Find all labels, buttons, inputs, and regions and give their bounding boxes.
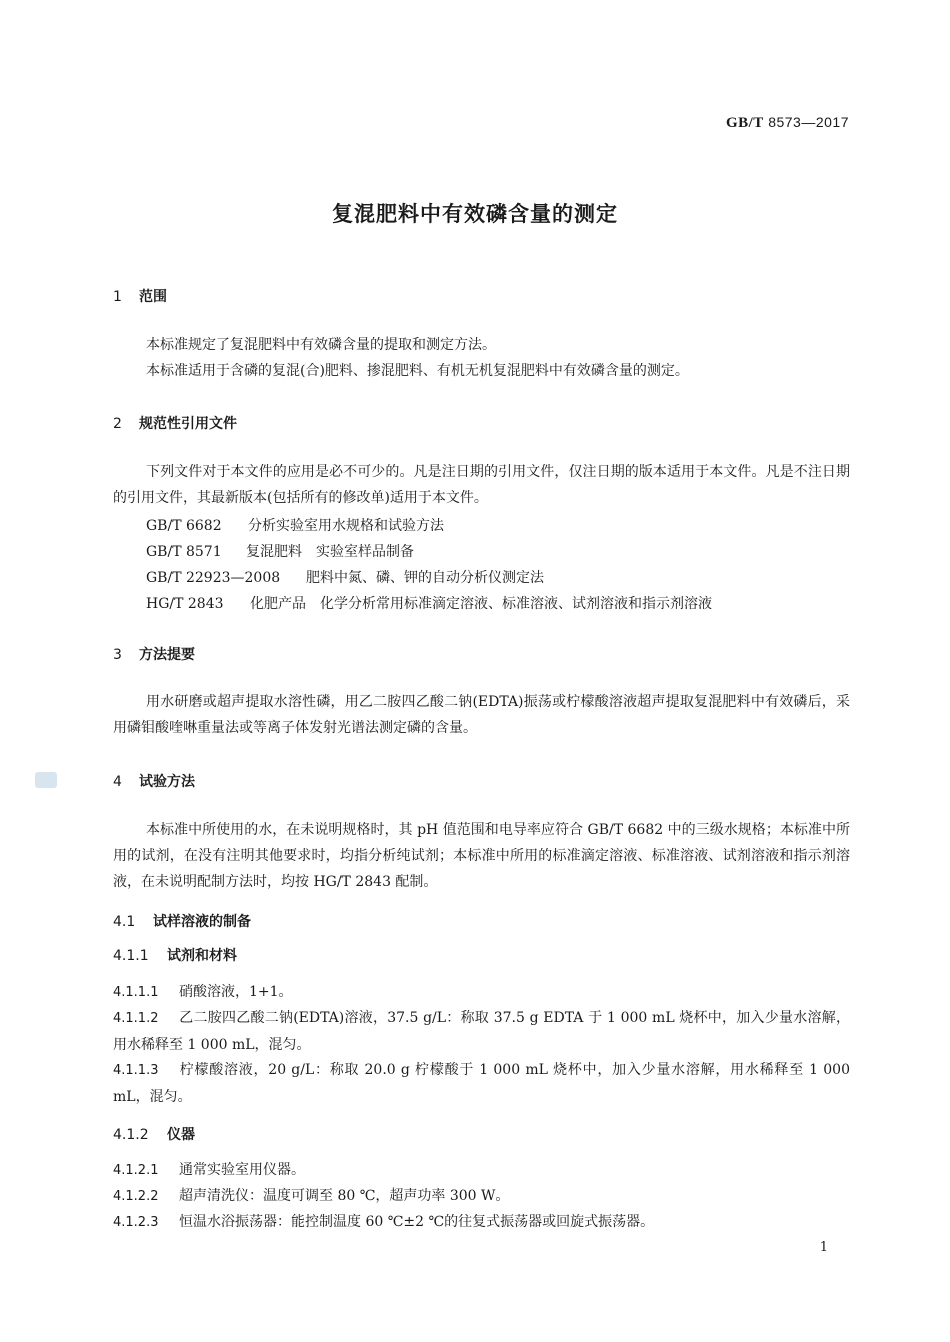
standard-prefix: GB/T	[725, 115, 764, 131]
clause-item	[113, 979, 850, 1006]
section-number: 4	[113, 774, 122, 790]
subsection-heading	[113, 945, 237, 965]
section-heading-scope	[113, 286, 167, 306]
reference-item	[146, 567, 544, 587]
clause-text: 恒温水浴振荡器：能控制温度 60 ℃±2 ℃的往复式振荡器或回旋式振荡器。	[179, 1214, 655, 1230]
subsection-heading	[113, 1124, 195, 1144]
section-title: 试验方法	[139, 774, 195, 790]
standard-code	[726, 114, 849, 132]
clause-text: 超声清洗仪：温度可调至 80 ℃，超声功率 300 W。	[179, 1188, 510, 1204]
reference-code: GB/T 22923—2008	[146, 570, 281, 586]
subsection-title: 仪器	[167, 1127, 195, 1143]
subsection-title: 试样溶液的制备	[153, 914, 251, 930]
reference-code: GB/T 8571	[146, 544, 222, 560]
reference-item	[146, 541, 414, 561]
subsection-heading	[113, 911, 251, 931]
paragraph: 下列文件对于本文件的应用是必不可少的。凡是注日期的引用文件，仅注日期的版本适用于本文件。凡是不注日期的引用文件，其最新版本(包括所有的修改单)适用于本文件。	[113, 464, 850, 506]
section-heading-normative-references	[113, 413, 237, 433]
reference-title: 肥料中氮、磷、钾的自动分析仪测定法	[306, 570, 544, 586]
paragraph: 本标准中所使用的水，在未说明规格时，其 pH 值范围和电导率应符合 GB/T 6682 中的三级水规格；本标准中所用的试剂，在没有注明其他要求时，均指分析纯试剂；本标准中所用的标准滴定溶液、标准溶液、试剂溶液和指示剂溶液，在未说明配制方法时，均按 HG/T 2843 配制。	[113, 822, 850, 890]
subsection-number: 4.1.2	[113, 1127, 149, 1143]
subsection-title: 试剂和材料	[167, 948, 237, 964]
clause-item	[113, 1209, 850, 1236]
paragraph: 用水研磨或超声提取水溶性磷，用乙二胺四乙酸二钠(EDTA)振荡或柠檬酸溶液超声提取复混肥料中有效磷后，采用磷钼酸喹啉重量法或等离子体发射光谱法测定磷的含量。	[113, 694, 850, 736]
reference-item	[146, 515, 444, 535]
document-title: 复混肥料中有效磷含量的测定	[332, 202, 618, 226]
reference-code: HG/T 2843	[146, 596, 224, 612]
paragraph: 本标准适用于含磷的复混(合)肥料、掺混肥料、有机无机复混肥料中有效磷含量的测定。	[146, 363, 689, 379]
reference-code: GB/T 6682	[146, 518, 222, 534]
section-number: 2	[113, 416, 122, 432]
reference-title: 化肥产品 化学分析常用标准滴定溶液、标准溶液、试剂溶液和指示剂溶液	[250, 596, 712, 612]
clause-number: 4.1.1.2	[113, 1011, 159, 1026]
clause-number: 4.1.1.1	[113, 985, 159, 1000]
clause-number: 4.1.2.2	[113, 1189, 159, 1204]
clause-number: 4.1.1.3	[113, 1063, 159, 1078]
section-title: 规范性引用文件	[139, 416, 237, 432]
clause-item	[113, 1183, 850, 1210]
reference-title: 分析实验室用水规格和试验方法	[248, 518, 444, 534]
clause-text: 硝酸溶液，1+1。	[179, 984, 293, 1000]
clause-text: 通常实验室用仪器。	[179, 1162, 305, 1178]
subsection-number: 4.1	[113, 914, 136, 930]
section-heading-principle	[113, 644, 195, 664]
standard-number: 8573—2017	[768, 114, 849, 130]
section-title: 范围	[139, 289, 167, 305]
clause-number: 4.1.2.1	[113, 1163, 159, 1178]
reference-title: 复混肥料 实验室样品制备	[246, 544, 414, 560]
watermark-stamp	[35, 772, 57, 788]
paragraph: 本标准规定了复混肥料中有效磷含量的提取和测定方法。	[146, 337, 496, 353]
clause-text: 柠檬酸溶液，20 g/L：称取 20.0 g 柠檬酸于 1 000 mL 烧杯中，加入少量水溶解，用水稀释至 1 000 mL，混匀。	[113, 1062, 850, 1105]
clause-item	[113, 1057, 850, 1110]
section-title: 方法提要	[139, 647, 195, 663]
section-number: 3	[113, 647, 122, 663]
clause-item	[113, 1157, 850, 1184]
clause-text: 乙二胺四乙酸二钠(EDTA)溶液，37.5 g/L：称取 37.5 g EDTA 于 1 000 mL 烧杯中，加入少量水溶解，用水稀释至 1 000 mL，混匀。	[113, 1010, 850, 1053]
section-number: 1	[113, 289, 122, 305]
subsection-number: 4.1.1	[113, 948, 149, 964]
clause-item	[113, 1005, 850, 1058]
section-heading-test-method	[113, 771, 195, 791]
reference-item	[146, 593, 712, 613]
clause-number: 4.1.2.3	[113, 1215, 159, 1230]
page-number: 1	[819, 1240, 828, 1255]
